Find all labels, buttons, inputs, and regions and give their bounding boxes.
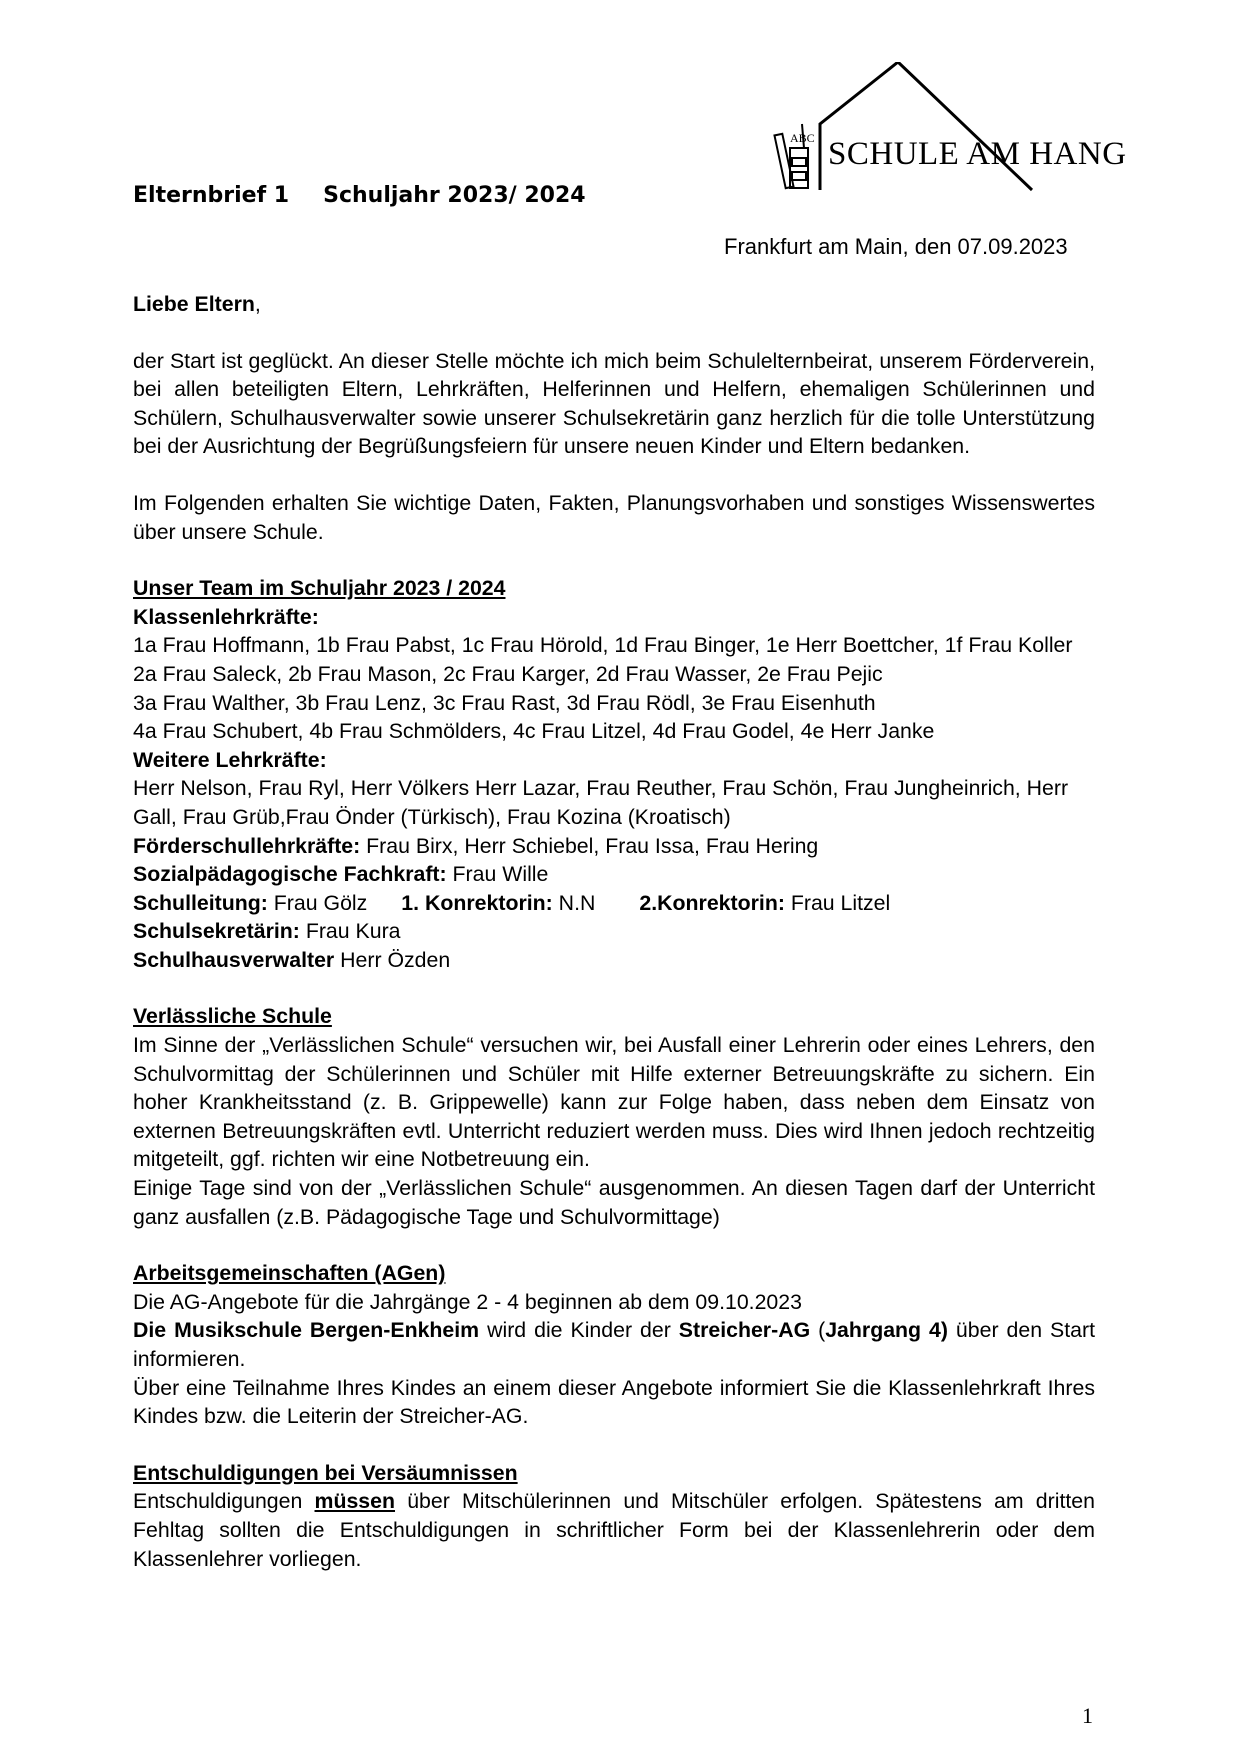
intro-paragraph: der Start ist geglückt. An dieser Stelle möchte ich mich beim Schulelternbeirat, unserem Förderverein, bei allen beteiligten Eltern, Lehrkräften, Helferinnen und Helfern, ehemaligen Schülerinnen und Schülern, Schulhausverwalter sowie unserer Schulsekretärin ganz herzlich für die tolle Unterstützung bei der Ausrichtung der Begrüßungsfeiern für unsere neuen Kinder und Eltern bedanken. — [133, 348, 1095, 459]
excuses-text: Entschuldigungen müssen über Mitschülerinnen und Mitschüler erfolgen. Spätestens am dritten Fehltag sollten die Entschuldigungen in schriftlicher Form bei der Klassenlehrerin oder dem Klassenlehrer vorliegen. — [133, 1489, 1095, 1571]
logo-school-name: SCHULE AM HANG — [828, 136, 1127, 172]
letter-body — [133, 290, 1095, 1573]
reliable-text-1: Im Sinne der „Verlässlichen Schule“ versuchen wir, bei Ausfall einer Lehrerin oder eines Lehrers, den Schulvormittag der Schülerinnen und Schüler mit Hilfe externer Betreuungskräfte zu sichern. Ein hoher Krankheitsstand (z. B. Grippewelle) kann zur Folge haben, dass neben dem Einsatz von externen Betreuungskräften evtl. Unterricht reduziert werden muss. Dies wird Ihnen jedoch rechtzeitig mitgeteilt, ggf. richten wir eine Notbetreuung ein. — [133, 1033, 1095, 1172]
social-worker: Sozialpädagogische Fachkraft: Frau Wille — [133, 862, 549, 887]
school-leadership: Schulleitung: Frau Gölz 1. Konrektorin: N.N 2.Konrektorin: Frau Litzel — [133, 890, 891, 915]
intro-paragraph-2: Im Folgenden erhalten Sie wichtige Daten, Fakten, Planungsvorhaben und sonstiges Wissenswertes über unsere Schule. — [133, 490, 1095, 544]
secretary: Schulsekretärin: Frau Kura — [133, 919, 401, 944]
ag-line-1: Die AG-Angebote für die Jahrgänge 2 - 4 beginnen ab dem 09.10.2023 — [133, 1289, 802, 1314]
reliable-heading: Verlässliche Schule — [133, 1004, 332, 1029]
class-line: 3a Frau Walther, 3b Frau Lenz, 3c Frau Rast, 3d Frau Rödl, 3e Frau Eisenhuth — [133, 690, 876, 715]
salutation: Liebe Eltern, — [133, 292, 261, 316]
special-teachers: Förderschullehrkräfte: Frau Birx, Herr Schiebel, Frau Issa, Frau Hering — [133, 833, 819, 858]
letter-title: Elternbrief 1 — [133, 183, 290, 208]
letter-header — [133, 183, 586, 208]
logo-abc: ABC — [790, 131, 815, 145]
ag-line-3: Über eine Teilnahme Ihres Kindes an einem dieser Angebote informiert Sie die Klassenlehrkraft Ihres Kindes bzw. die Leiterin der Streicher-AG. — [133, 1375, 1095, 1429]
reliable-text-2: Einige Tage sind von der „Verlässlichen Schule“ ausgenommen. An diesen Tagen darf der Unterricht ganz ausfallen (z.B. Pädagogische Tage und Schulvormittage) — [133, 1176, 1095, 1229]
page-number: 1 — [1082, 1703, 1093, 1728]
class-teachers-label: Klassenlehrkräfte: — [133, 604, 319, 629]
other-teachers: Herr Nelson, Frau Ryl, Herr Völkers Herr Lazar, Frau Reuther, Frau Schön, Frau Jungheinrich, Herr Gall, Frau Grüb,Frau Önder (Türkisch), Frau Kozina (Kroatisch) — [133, 776, 1069, 829]
caretaker: Schulhausverwalter Herr Özden — [133, 947, 451, 972]
team-heading: Unser Team im Schuljahr 2023 / 2024 — [133, 576, 506, 601]
school-year: Schuljahr 2023/ 2024 — [323, 183, 586, 208]
ag-heading: Arbeitsgemeinschaften (AGen) — [133, 1261, 446, 1286]
date-line: Frankfurt am Main, den 07.09.2023 — [724, 234, 1068, 259]
class-line: 1a Frau Hoffmann, 1b Frau Pabst, 1c Frau Hörold, 1d Frau Binger, 1e Herr Boettcher, 1f Frau Koller — [133, 633, 1073, 658]
class-line: 2a Frau Saleck, 2b Frau Mason, 2c Frau Karger, 2d Frau Wasser, 2e Frau Pejic — [133, 661, 883, 686]
ag-line-2: Die Musikschule Bergen-Enkheim wird die Kinder der Streicher-AG (Jahrgang 4) über den Start informieren. — [133, 1318, 1095, 1371]
excuses-heading: Entschuldigungen bei Versäumnissen — [133, 1460, 518, 1485]
other-teachers-label: Weitere Lehrkräfte: — [133, 747, 327, 772]
class-line: 4a Frau Schubert, 4b Frau Schmölders, 4c Frau Litzel, 4d Frau Godel, 4e Herr Janke — [133, 719, 935, 744]
